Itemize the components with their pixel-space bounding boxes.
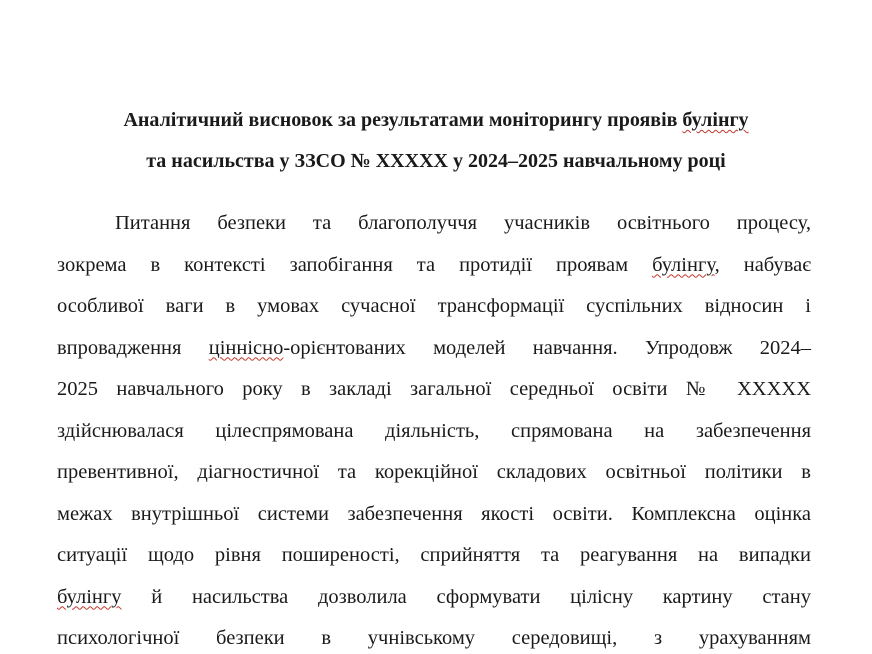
paragraph-text: й насильства дозволила сформувати цілісну картину стану [121, 585, 811, 608]
title-line-1 [60, 100, 812, 141]
paragraph-line-7: превентивної, діагностичної та корекційної складових освітньої політики в [57, 461, 811, 483]
paragraph-text: зокрема в контексті запобігання та протидії проявам [57, 253, 653, 276]
paragraph-line-6: здійснювалася цілеспрямована діяльність, спрямована на забезпечення [57, 419, 811, 442]
paragraph-line-5: 2025 навчального року в закладі загальної середньої освіти № ХХХХХ [57, 378, 811, 400]
body-paragraph [57, 203, 811, 654]
title-line-2: та насильства у ЗЗСО № ХХХХХ у 2024–2025 навчальному році [146, 150, 726, 172]
paragraph-text: , набуває [714, 253, 811, 276]
paragraph-text: -орієнтованих моделей навчання. Упродовж 2024– [283, 336, 811, 359]
paragraph-line-10 [57, 577, 811, 619]
paragraph-line-11: психологічної безпеки в учнівському середовищі, з урахуванням [57, 627, 811, 649]
spellcheck-flagged-word[interactable]: ціннісно [208, 336, 284, 359]
paragraph-text: впровадження [57, 336, 209, 359]
paragraph-line-4 [57, 328, 811, 370]
spellcheck-flagged-word[interactable]: булінгу [652, 253, 715, 276]
title-text: Аналітичний висновок за результатами моніторингу проявів [123, 109, 683, 131]
document-title [60, 100, 812, 182]
paragraph-line-2 [57, 245, 811, 287]
paragraph-line-8: межах внутрішньої системи забезпечення якості освіти. Комплексна оцінка [57, 502, 811, 525]
spellcheck-flagged-word[interactable]: булінгу [682, 109, 749, 131]
paragraph-line-1: Питання безпеки та благополуччя учасників освітнього процесу, [115, 212, 811, 234]
paragraph-line-3: особливої ваги в умовах сучасної трансформації суспільних відносин і [57, 295, 811, 317]
paragraph-line-9: ситуації щодо рівня поширеності, сприйняття та реагування на випадки [57, 544, 811, 566]
spellcheck-flagged-word[interactable]: булінгу [57, 585, 122, 608]
